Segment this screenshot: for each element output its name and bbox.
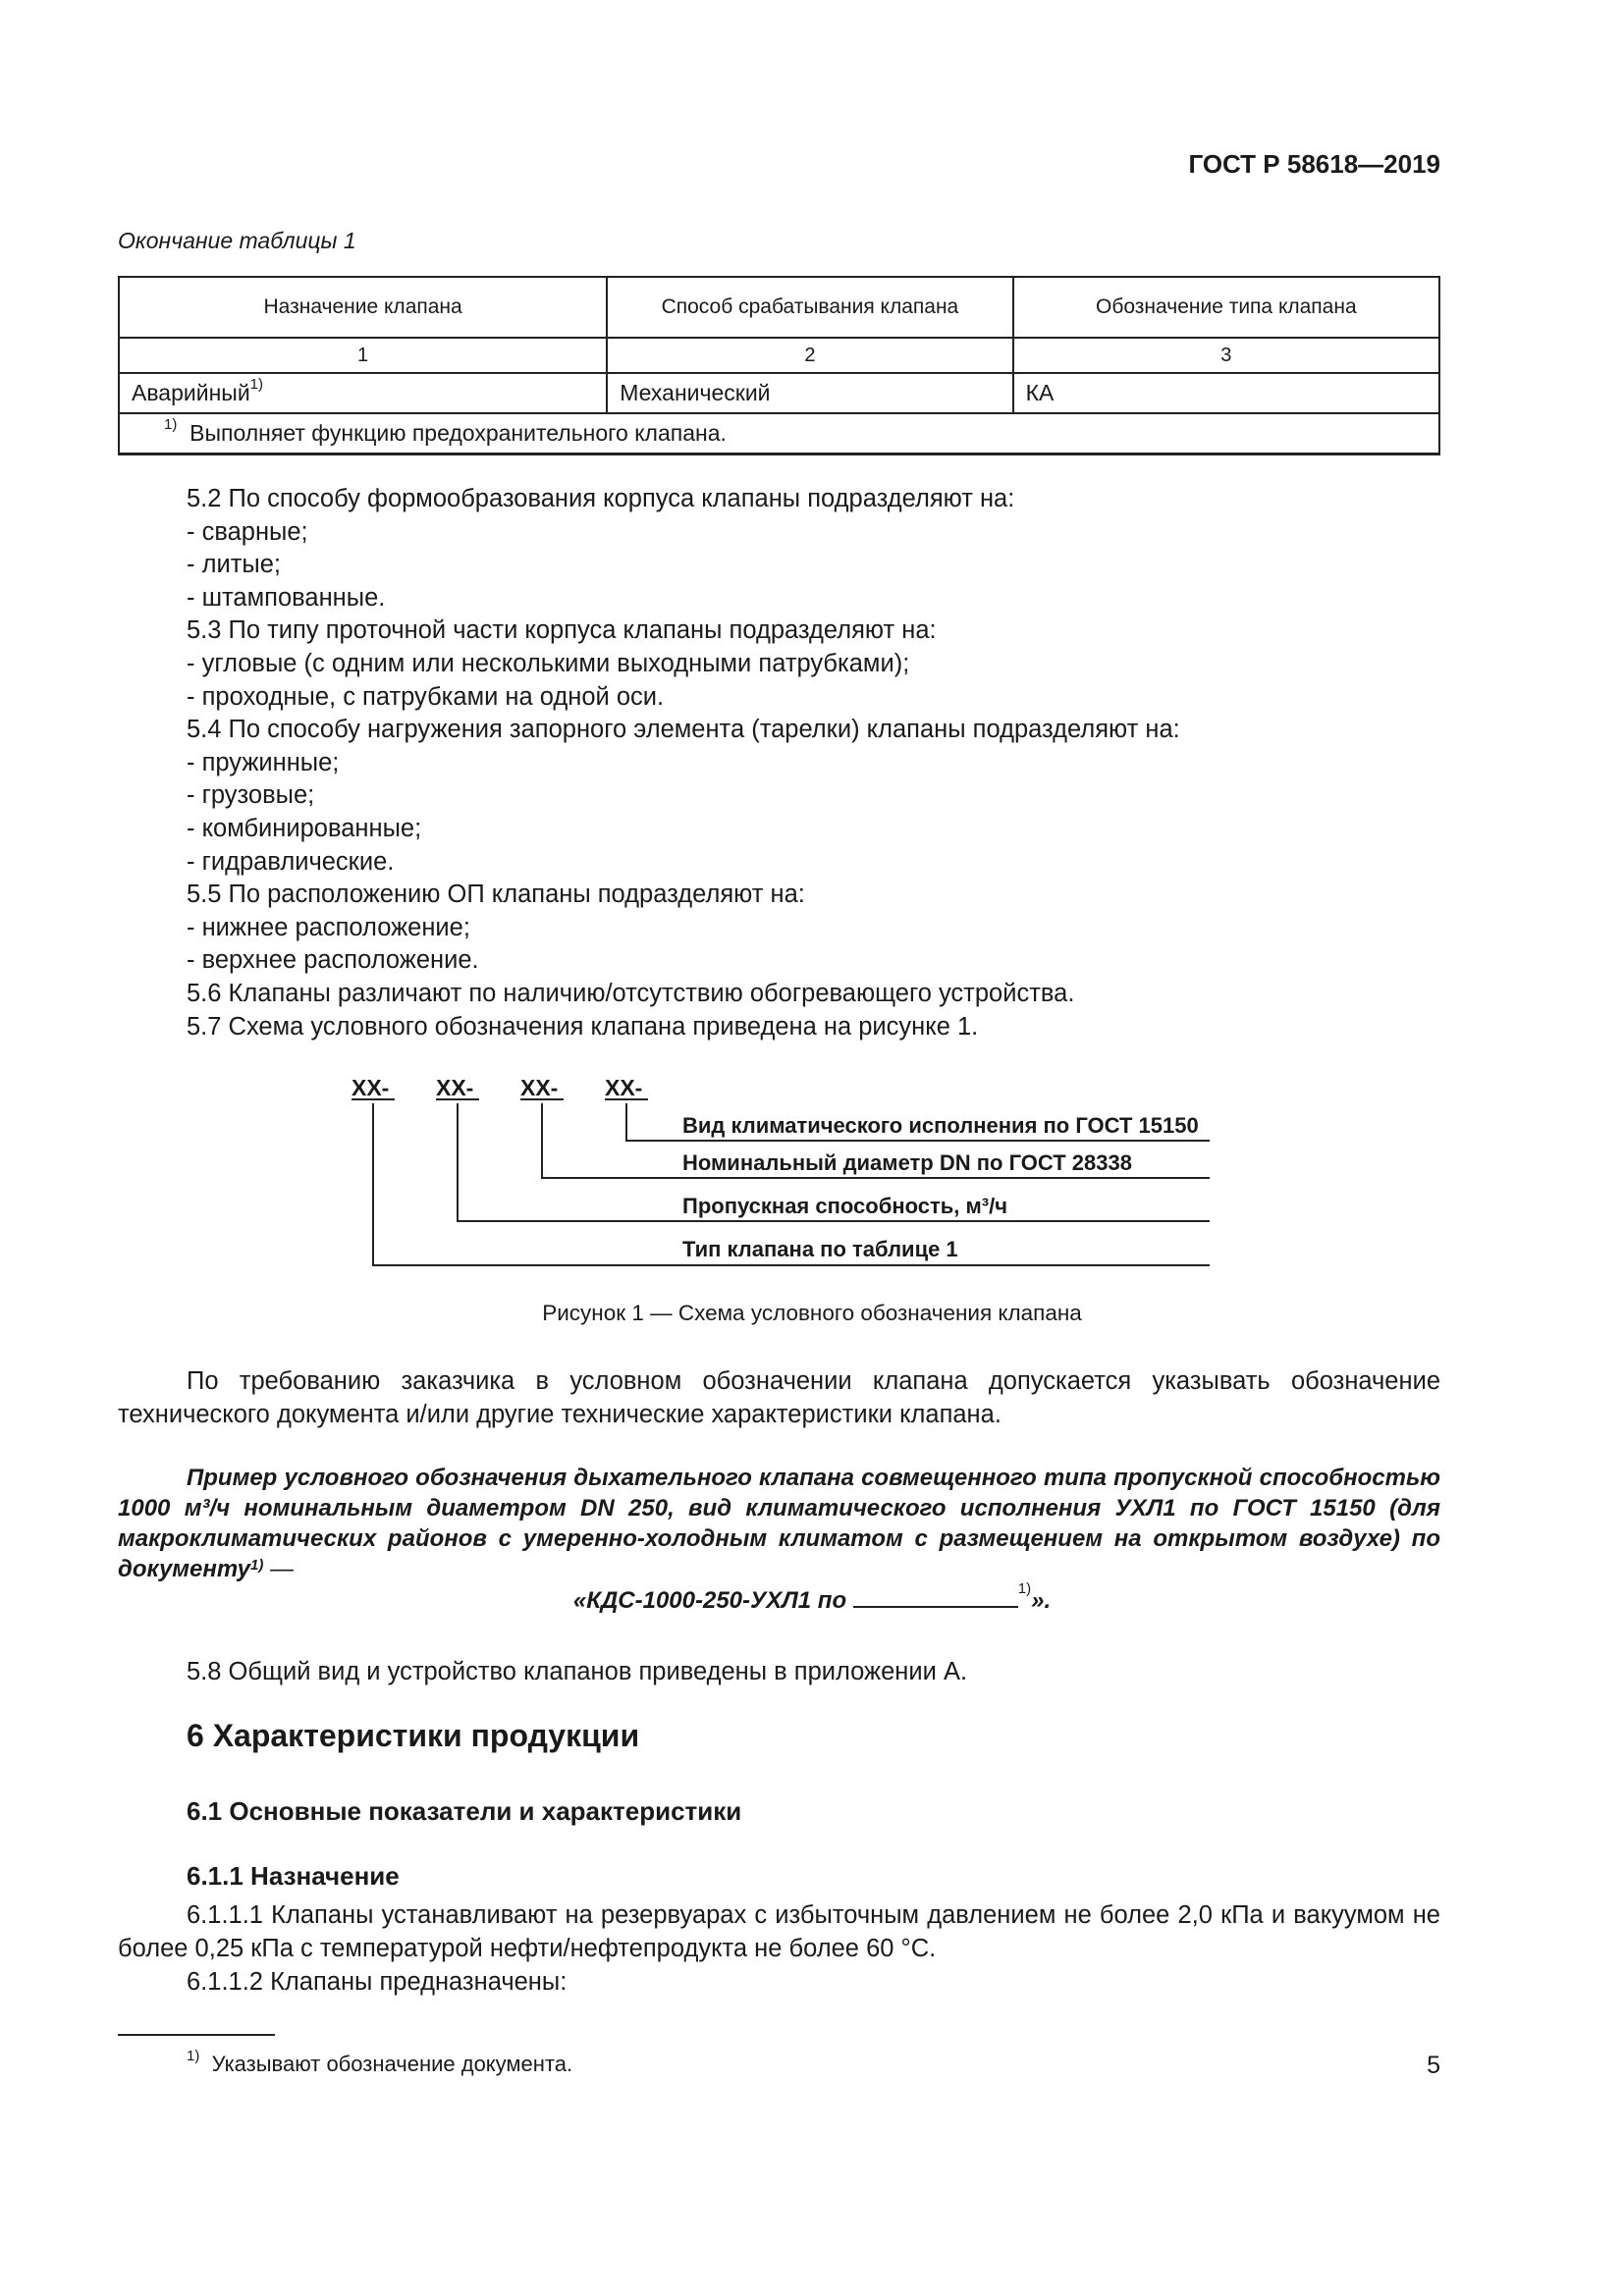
list-item: 5.7 Схема условного обозначения клапана приведена на рисунке 1.: [187, 1012, 979, 1041]
footnote-divider: [118, 2034, 275, 2036]
designation-sample: «КДС-1000-250-УХЛ1 по $^{1)}$».: [572, 1580, 1052, 1614]
document-blank: [853, 1584, 1018, 1608]
table-cell-purpose: Аварийный$^{1)}$: [119, 373, 607, 413]
list-item: - грузовые;: [187, 781, 315, 810]
list-item: - угловые (с одним или несколькими выходными патрубками);: [187, 649, 910, 677]
code-placeholder: XX-: [436, 1075, 474, 1100]
scheme-label: Номинальный диаметр DN по ГОСТ 28338: [682, 1150, 1132, 1175]
footnote-ref: 1): [249, 376, 264, 393]
list-item: - литые;: [187, 551, 281, 579]
table-continuation-label: Окончание таблицы 1: [118, 228, 356, 253]
table-header-cell: Способ срабатывания клапана: [607, 277, 1012, 338]
paragraph-5-8: 5.8 Общий вид и устройство клапанов приведены в приложении А.: [187, 1658, 968, 1685]
list-item: - штампованные.: [187, 583, 386, 612]
subsubsection-heading: 6.1.1 Назначение: [187, 1861, 400, 1891]
table-cell-code: КА: [1013, 373, 1439, 413]
table-column-number: 2: [607, 338, 1012, 373]
scheme-label: Пропускная способность, м³/ч: [682, 1194, 1007, 1218]
paragraph-6-1-1-2: 6.1.1.2 Клапаны предназначены:: [187, 1968, 568, 1996]
code-placeholder: XX-: [352, 1075, 390, 1100]
page-number: 5: [1427, 2052, 1440, 2079]
figure-caption: Рисунок 1 — Схема условного обозначения клапана: [542, 1301, 1082, 1325]
code-placeholder: XX-: [520, 1075, 559, 1100]
table-header-cell: Назначение клапана: [119, 277, 607, 338]
list-item: 5.2 По способу формообразования корпуса клапаны подразделяют на:: [187, 485, 1015, 512]
list-item: - нижнее расположение;: [187, 913, 470, 941]
page-footnote: $^{1)}$ Указывают обозначение документа.: [187, 2048, 573, 2076]
designation-example: Пример условного обозначения дыхательного клапана совмещенного типа пропускной способностью 1000 м³/ч номинальным диаметром DN 250, вид климатического исполнения УХЛ1 по ГОСТ 15150 (для макроклиматических районов с умеренно-холодным климатом с размещением на открытом воздухе) по документу$^{1)}$ —: [118, 1465, 1440, 1582]
footnote-ref: 1): [250, 1557, 264, 1574]
section-heading: 6 Характеристики продукции: [187, 1718, 640, 1753]
list-item: - проходные, с патрубками на одной оси.: [187, 682, 665, 711]
list-item: 5.4 По способу нагружения запорного элемента (тарелки) клапаны подразделяют на:: [187, 716, 1180, 744]
paragraph-6-1-1-1: 6.1.1.1 Клапаны устанавливают на резервуарах с избыточным давлением не более 2,0 кПа и вакуумом не более 0,25 кПа с температурой нефти/нефтепродукта не более 60 °С.: [118, 1901, 1440, 1962]
list-item: - комбинированные;: [187, 814, 422, 842]
code-placeholder: XX-: [605, 1075, 643, 1100]
list-item: - верхнее расположение.: [187, 946, 479, 975]
list-item: 5.5 По расположению ОП клапаны подразделяют на:: [187, 881, 805, 909]
table-column-number: 1: [119, 338, 607, 373]
table-footnote: $^{1)}$ Выполняет функцию предохранительного клапана.: [119, 413, 1439, 454]
list-item: - сварные;: [187, 517, 308, 546]
classification-list: [187, 483, 1443, 1043]
customer-paragraph: По требованию заказчика в условном обозначении клапана допускается указывать обозначение технического документа и/или другие технические характеристики клапана.: [118, 1367, 1440, 1428]
list-item: - пружинные;: [187, 748, 340, 776]
classification-table: [118, 276, 1440, 455]
table-cell-method: Механический: [607, 373, 1012, 413]
list-item: 5.3 По типу проточной части корпуса клапаны подразделяют на:: [187, 616, 937, 645]
table-column-number: 3: [1013, 338, 1439, 373]
subsection-heading: 6.1 Основные показатели и характеристики: [187, 1796, 742, 1826]
designation-scheme-figure: [0, 1060, 1624, 1276]
scheme-label: Вид климатического исполнения по ГОСТ 15150: [682, 1113, 1199, 1138]
list-item: - гидравлические.: [187, 847, 395, 876]
list-item: 5.6 Клапаны различают по наличию/отсутствию обогревающего устройства.: [187, 979, 1075, 1007]
document-id: ГОСТ Р 58618—2019: [1188, 149, 1440, 179]
scheme-label: Тип клапана по таблице 1: [682, 1237, 958, 1261]
table-header-cell: Обозначение типа клапана: [1013, 277, 1439, 338]
